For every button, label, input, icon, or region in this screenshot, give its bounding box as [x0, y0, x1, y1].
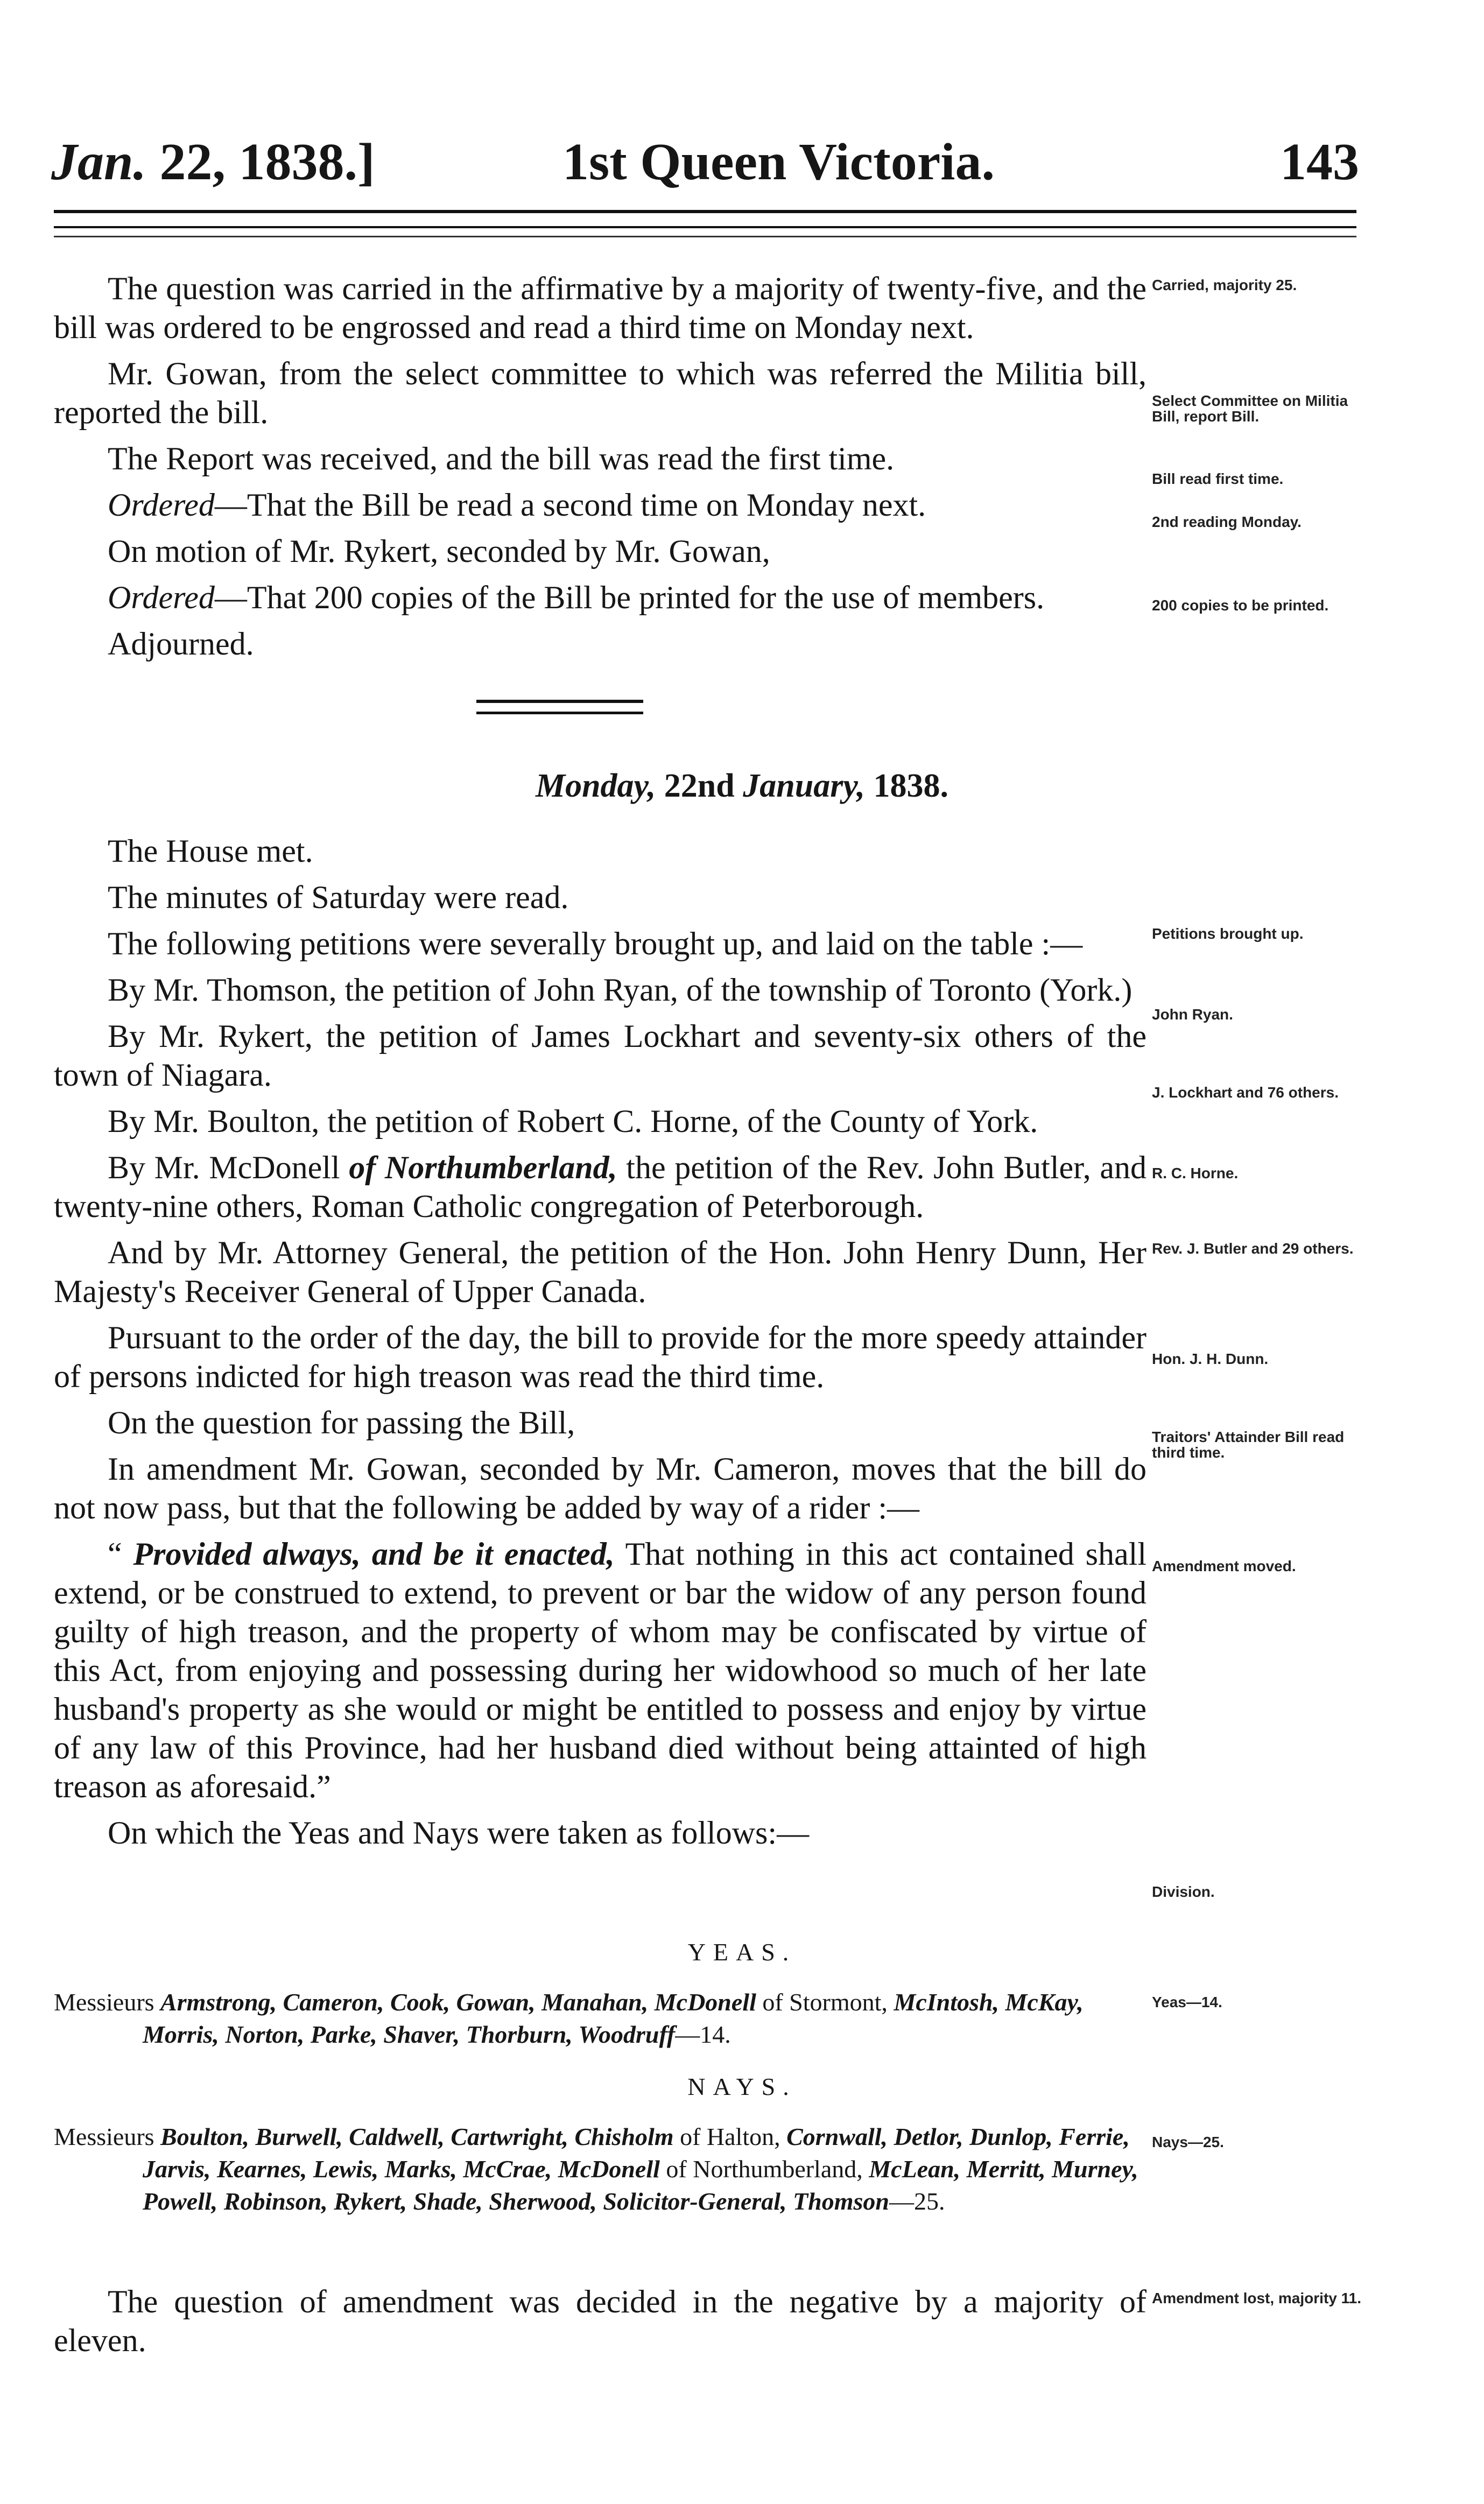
margin-note-amendment: Amendment moved. — [1152, 1558, 1296, 1574]
paragraph-order-of-day: Pursuant to the order of the day, the bill to provide for the more speedy attainder of persons indicted for high treason was read the third time. — [54, 1320, 1147, 1394]
margin-note-nays: Nays—25. — [1152, 2134, 1224, 2150]
day-heading-date: 22nd — [664, 768, 735, 804]
rider-provided: Provided always, and be it enacted, — [133, 1536, 615, 1572]
margin-note-copies: 200 copies to be printed. — [1152, 597, 1329, 614]
day-heading-month: January, — [743, 768, 866, 804]
nays-names-a: Boulton, Burwell, Caldwell, Cartwright, Chisholm — [160, 2123, 674, 2150]
margin-note-horne: R. C. Horne. — [1152, 1165, 1239, 1181]
paragraph-question: On the question for passing the Bill, — [108, 1405, 575, 1440]
paragraph-adjourned: Adjourned. — [108, 626, 254, 662]
margin-note-ryan: John Ryan. — [1152, 1006, 1233, 1023]
paragraph-house-met: The House met. — [108, 833, 313, 869]
day-heading-day: Monday, — [535, 768, 656, 804]
header-date-rest: 22, 1838.] — [159, 133, 375, 191]
paragraph-petitions-intro: The following petitions were severally brought up, and laid on the table :— — [108, 926, 1083, 961]
nays-of-halton: of Halton, — [673, 2123, 787, 2150]
margin-note-petitions: Petitions brought up. — [1152, 925, 1304, 942]
running-header — [51, 132, 1359, 196]
section-separator — [476, 700, 643, 714]
yeas-names — [54, 1986, 1147, 2051]
petition-butler-a: By Mr. McDonell — [108, 1150, 349, 1185]
paragraph-on-motion: On motion of Mr. Rykert, seconded by Mr. Gowan, — [108, 533, 770, 569]
paragraph-rider — [54, 1535, 1147, 1806]
yeas-names-b: McIntosh, McKay, Morris, Norton, Parke, Shaver, Thorburn, Woodruff — [143, 1988, 1084, 2048]
paragraph-petition-butler — [54, 1148, 1147, 1226]
margin-note-bill-read: Bill read first time. — [1152, 470, 1284, 487]
nays-list — [54, 2121, 1147, 2217]
nays-of-northumberland: of Northumberland, — [659, 2155, 869, 2183]
yeas-names-a: Armstrong, Cameron, Cook, Gowan, Manahan, McDonell — [160, 1988, 756, 2016]
nays-count: —25. — [889, 2187, 945, 2215]
rider-text: That nothing in this act contained shall extend, or be construed to extend, to prevent or bar the widow of any person found guilty of high treason, and the property of whom may be confiscated by virtue of this Act, from enjoying and possessing during her widowhood so much of her late husband's property as she would or might be entitled to possess and enjoy by virtue of any law of this Province, had her husband died without being attainted of high treason as aforesaid.” — [54, 1536, 1147, 1804]
paragraph-select-committee: Mr. Gowan, from the select committee to which was referred the Militia bill, reported the bill. — [54, 356, 1147, 430]
paragraph-result: The question of amendment was decided in the negative by a majority of eleven. — [54, 2284, 1147, 2358]
petition-butler-b: the petition of the Rev. John Butler, and twenty-nine others, Roman Catholic congregation of Peterborough. — [54, 1150, 1147, 1224]
paragraph-report-received: The Report was received, and the bill was read the first time. — [108, 441, 895, 476]
paragraph-carried: The question was carried in the affirmative by a majority of twenty-five, and the bill was ordered to be engrossed and read a third time on Monday next. — [54, 271, 1147, 345]
header-date-month: Jan. — [51, 133, 147, 191]
yeas-list — [54, 1986, 1147, 2051]
rider-open-quote: “ — [108, 1536, 133, 1572]
header-thin-rule — [54, 236, 1356, 237]
nays-names-c: McLean, Merritt, Murney, Powell, Robinson, Rykert, Shade, Sherwood, Solicitor-General, Thomson — [143, 2155, 1138, 2215]
paragraph-ordered-copies — [54, 578, 1147, 617]
ordered-text: —That 200 copies of the Bill be printed for the use of members. — [214, 580, 1045, 615]
paragraph-minutes: The minutes of Saturday were read. — [108, 880, 569, 915]
yeas-heading: YEAS. — [687, 1938, 797, 1966]
paragraph-petition-horne: By Mr. Boulton, the petition of Robert C. Horne, of the County of York. — [108, 1103, 1038, 1139]
margin-note-division: Division. — [1152, 1883, 1215, 1900]
margin-note-traitors: Traitors' Attainder Bill read third time. — [1152, 1429, 1345, 1461]
day-heading-year: 1838. — [873, 768, 949, 804]
ordered-label: Ordered — [108, 580, 215, 615]
ordered-label: Ordered — [108, 487, 215, 523]
margin-note-select-committee: Select Committee on Militia Bill, report Bill. — [1152, 392, 1348, 425]
margin-note-dunn: Hon. J. H. Dunn. — [1152, 1351, 1269, 1367]
day-heading — [0, 767, 1484, 805]
margin-note-result: Amendment lost, majority 11. — [1152, 2290, 1361, 2306]
header-date — [51, 132, 375, 192]
margin-note-lockhart: J. Lockhart and 76 others. — [1152, 1084, 1339, 1101]
paragraph-petition-dunn: And by Mr. Attorney General, the petition of the Hon. John Henry Dunn, Her Majesty's Receiver General of Upper Canada. — [54, 1235, 1147, 1309]
nays-prefix: Messieurs — [54, 2123, 161, 2150]
petition-butler-northumberland: of Northumberland, — [349, 1150, 617, 1185]
paragraph-amendment: In amendment Mr. Gowan, seconded by Mr. Cameron, moves that the bill do not now pass, but that the following be added by way of a rider :— — [54, 1451, 1147, 1525]
yeas-of-stormont: of Stormont, — [756, 1988, 894, 2016]
page-number: 143 — [1280, 133, 1359, 191]
nays-names — [54, 2121, 1147, 2217]
sitting-section — [54, 832, 1147, 1852]
paragraph-division: On which the Yeas and Nays were taken as follows:— — [108, 1815, 810, 1851]
nays-heading: NAYS. — [687, 2073, 797, 2100]
paragraph-petition-ryan: By Mr. Thomson, the petition of John Ryan, of the township of Toronto (York.) — [108, 972, 1133, 1008]
header-title: 1st Queen Victoria. — [562, 133, 995, 191]
paragraph-petition-lockhart: By Mr. Rykert, the petition of James Lockhart and seventy-six others of the town of Niagara. — [54, 1018, 1147, 1093]
yeas-prefix: Messieurs — [54, 1988, 161, 2016]
margin-note-butler: Rev. J. Butler and 29 others. — [1152, 1240, 1354, 1257]
margin-note-second-reading: 2nd reading Monday. — [1152, 514, 1302, 530]
margin-note-carried: Carried, majority 25. — [1152, 277, 1297, 293]
ordered-text: —That the Bill be read a second time on Monday next. — [214, 487, 926, 523]
paragraph-ordered-second-reading — [54, 486, 1147, 524]
yeas-count: —14. — [675, 2020, 731, 2048]
nays-names-b: Cornwall, Detlor, Dunlop, Ferrie, Jarvis, Kearnes, Lewis, Marks, McCrae, McDonell — [143, 2123, 1130, 2183]
margin-note-yeas: Yeas—14. — [1152, 1994, 1222, 2010]
header-double-rule — [54, 210, 1356, 228]
result-section — [54, 2282, 1147, 2360]
top-section — [54, 269, 1147, 663]
